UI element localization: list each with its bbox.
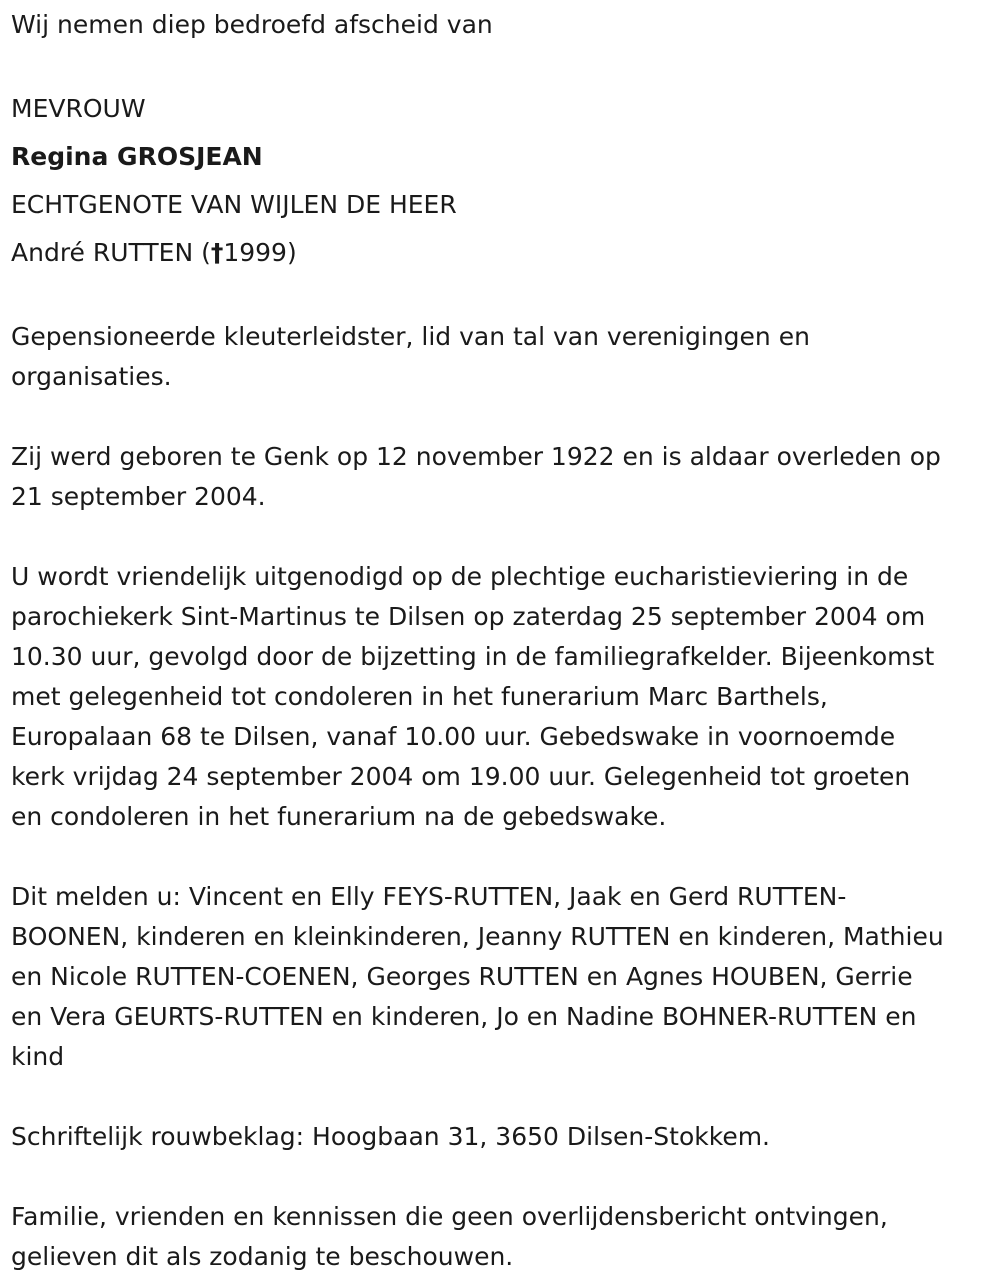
deceased-name: Regina GROSJEAN	[11, 142, 263, 171]
deceased-title: MEVROUW	[11, 94, 146, 123]
closing-paragraph: Familie, vrienden en kennissen die geen overlijdensbericht ontvingen, gelieven dit als zodanig te beschouwen.	[11, 1202, 888, 1271]
description-paragraph: Gepensioneerde kleuterleidster, lid van tal van verenigingen en organisaties.	[11, 322, 810, 391]
spouse-year: 1999)	[223, 238, 297, 267]
spacer	[11, 1157, 990, 1197]
intro-text: Wij nemen diep bedroefd afscheid van	[11, 10, 493, 39]
condolence-address: Schriftelijk rouwbeklag: Hoogbaan 31, 3650 Dilsen-Stokkem.	[11, 1122, 770, 1151]
birth-death-paragraph: Zij werd geboren te Genk op 12 november 1922 en is aldaar overleden op 21 september 2004.	[11, 442, 941, 511]
spacer	[11, 397, 990, 437]
spacer	[11, 277, 990, 317]
spouse-name: André RUTTEN (	[11, 238, 211, 267]
spacer	[11, 45, 990, 85]
cross-icon: †	[210, 238, 224, 267]
spacer	[11, 517, 990, 557]
family-paragraph: Dit melden u: Vincent en Elly FEYS-RUTTEN, Jaak en Gerd RUTTEN- BOONEN, kinderen en kleinkinderen, Jeanny RUTTEN en kinderen, Mathieu en Nicole RUTTEN-COENEN, Georges RUTTEN en Agnes HOUBEN, Gerrie en Vera GEURTS-RUTTEN en kinderen, Jo en Nadine BOHNER-RUTTEN en kind	[11, 882, 944, 1071]
spouse-line	[11, 229, 990, 277]
deceased-block	[11, 85, 990, 277]
spacer	[11, 837, 990, 877]
ceremony-paragraph: U wordt vriendelijk uitgenodigd op de plechtige eucharistieviering in de parochiekerk Sint-Martinus te Dilsen op zaterdag 25 september 2004 om 10.30 uur, gevolgd door de bijzetting in de familiegrafkelder. Bijeenkomst met gelegenheid tot condoleren in het funerarium Marc Barthels, Europalaan 68 te Dilsen, vanaf 10.00 uur. Gebedswake in voornoemde kerk vrijdag 24 september 2004 om 19.00 uur. Gelegenheid tot groeten en condoleren in het funerarium na de gebedswake.	[11, 562, 935, 831]
spouse-relation: ECHTGENOTE VAN WIJLEN DE HEER	[11, 190, 457, 219]
spacer	[11, 1077, 990, 1117]
